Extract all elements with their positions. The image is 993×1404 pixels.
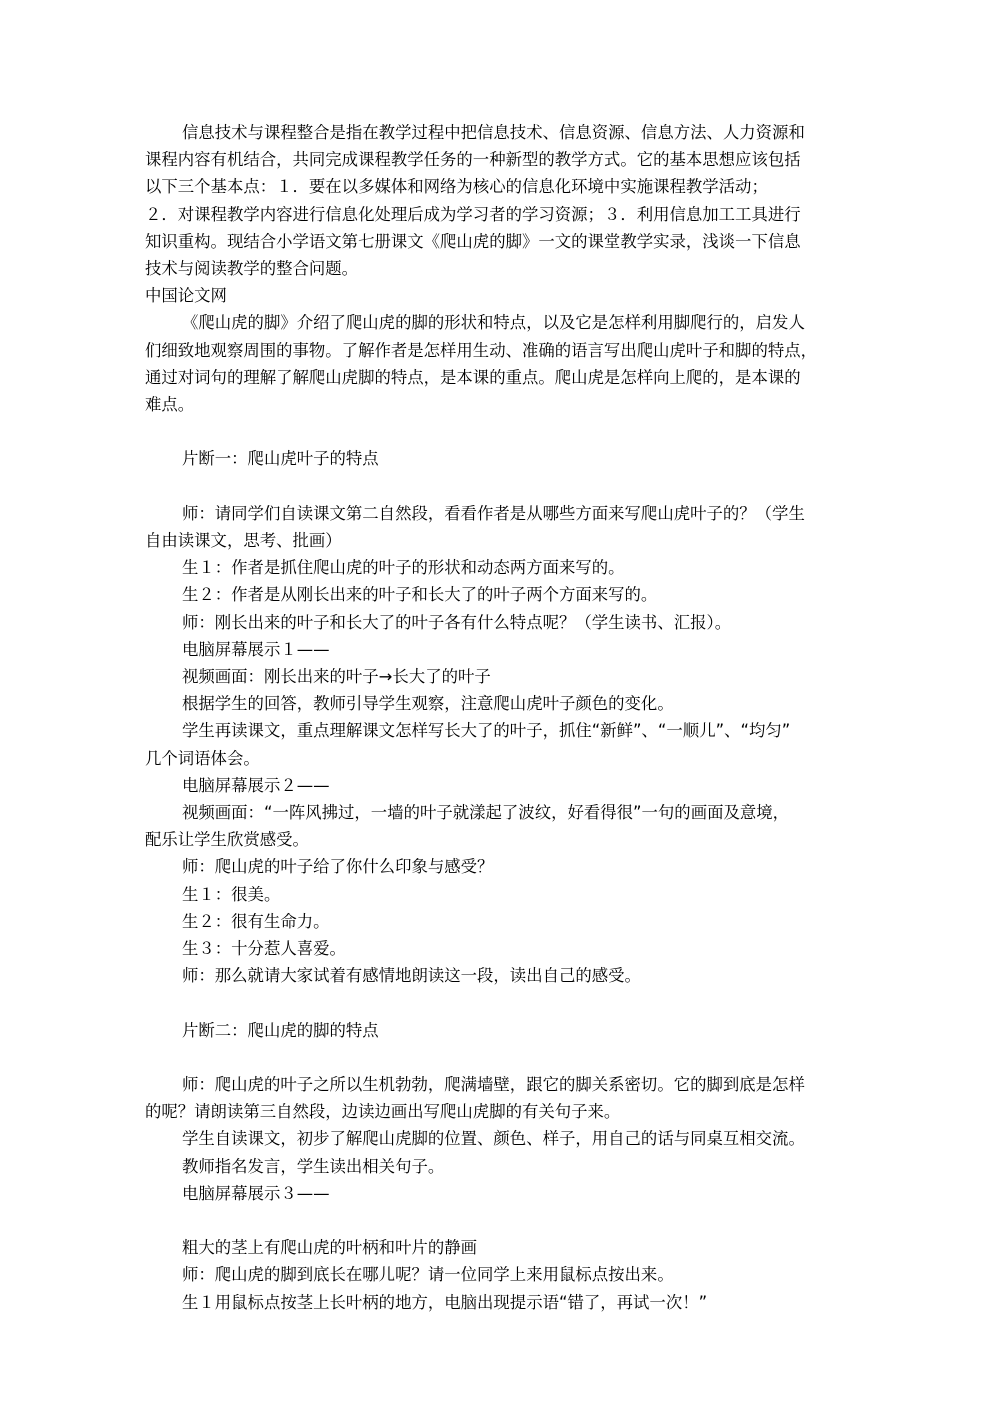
text-line: 师：刚长出来的叶子和长大了的叶子各有什么特点呢？（学生读书、汇报）。: [182, 612, 732, 632]
text-line: 信息技术与课程整合是指在教学过程中把信息技术、信息资源、信息方法、人力资源和: [182, 123, 805, 142]
text-line: 难点。: [145, 395, 195, 415]
text-line: 课程内容有机结合，共同完成课程教学任务的一种新型的教学方式。它的基本思想应该包括: [145, 150, 801, 170]
text-line: 技术与阅读教学的整合问题。: [145, 259, 359, 279]
text-line: 知识重构。现结合小学语文第七册课文《爬山虎的脚》一文的课堂教学实录，浅谈一下信息: [145, 231, 801, 251]
text-line: 师：爬山虎的叶子给了你什么印象与感受？: [182, 857, 494, 877]
text-line: 电脑屏幕展示２——: [182, 775, 330, 795]
text-line: 生２：作者是从刚长出来的叶子和长大了的叶子两个方面来写的。: [182, 585, 658, 605]
text-line: 师：爬山虎的脚到底长在哪儿呢？请一位同学上来用鼠标点按出来。: [182, 1265, 674, 1285]
blank-line: [145, 418, 850, 445]
text-line: 自由读课文，思考、批画）: [145, 531, 342, 551]
text-line: 配乐让学生欣赏感受。: [145, 830, 309, 850]
text-line: 的呢？请朗读第三自然段，边读边画出写爬山虎脚的有关句子来。: [145, 1102, 621, 1122]
text-line: 以下三个基本点：１．要在以多媒体和网络为核心的信息化环境中实施课程教学活动；: [145, 177, 768, 197]
text-line: 几个词语体会。: [145, 748, 260, 768]
blank-line: [145, 1207, 850, 1234]
text-line: 师：请同学们自读课文第二自然段，看看作者是从哪些方面来写爬山虎叶子的？（学生: [182, 503, 805, 523]
text-line: 中国论文网: [145, 286, 227, 306]
blank-line: [145, 473, 850, 500]
text-line: 师：那么就请大家试着有感情地朗读这一段，读出自己的感受。: [182, 966, 641, 986]
text-line: 生１用鼠标点按茎上长叶柄的地方，电脑出现提示语“错了，再试一次！”: [182, 1292, 708, 1312]
text-line: 生２：很有生命力。: [182, 911, 330, 931]
text-line: 生１：很美。: [182, 884, 281, 904]
text-line: 生３：十分惹人喜爱。: [182, 939, 346, 959]
text-line: 通过对词句的理解了解爬山虎脚的特点，是本课的重点。爬山虎是怎样向上爬的，是本课的: [145, 367, 801, 387]
text-line: 粗大的茎上有爬山虎的叶柄和叶片的静画: [182, 1238, 478, 1258]
text-line: 教师指名发言，学生读出相关句子。: [182, 1156, 445, 1176]
blank-line: [145, 989, 850, 1016]
document-body: [145, 119, 850, 1316]
text-line: 们细致地观察周围的事物。了解作者是怎样用生动、准确的语言写出爬山虎叶子和脚的特点，: [145, 340, 818, 360]
text-line: 电脑屏幕展示１——: [182, 639, 330, 659]
text-line: 片断一：爬山虎叶子的特点: [182, 449, 379, 469]
text-line: 电脑屏幕展示３——: [182, 1183, 330, 1203]
text-line: 片断二：爬山虎的脚的特点: [182, 1020, 379, 1040]
text-line: 学生再读课文，重点理解课文怎样写长大了的叶子，抓住“新鲜”、“一顺儿”、“均匀”: [182, 721, 791, 741]
text-line: 生１：作者是抓住爬山虎的叶子的形状和动态两方面来写的。: [182, 558, 625, 578]
text-line: 视频画面：刚长出来的叶子→长大了的叶子: [182, 667, 491, 687]
text-line: 视频画面：“一阵风拂过，一墙的叶子就漾起了波纹，好看得很”一句的画面及意境，: [182, 803, 790, 823]
text-line: 根据学生的回答，教师引导学生观察，注意爬山虎叶子颜色的变化。: [182, 694, 674, 714]
blank-line: [145, 1044, 850, 1071]
text-line: 学生自读课文，初步了解爬山虎脚的位置、颜色、样子，用自己的话与同桌互相交流。: [182, 1129, 805, 1149]
text-line: ２．对课程教学内容进行信息化处理后成为学习者的学习资源；３．利用信息加工工具进行: [145, 204, 801, 224]
text-line: 师：爬山虎的叶子之所以生机勃勃，爬满墙壁，跟它的脚关系密切。它的脚到底是怎样: [182, 1075, 805, 1095]
text-line: 《爬山虎的脚》介绍了爬山虎的脚的形状和特点，以及它是怎样利用脚爬行的，启发人: [182, 313, 805, 333]
